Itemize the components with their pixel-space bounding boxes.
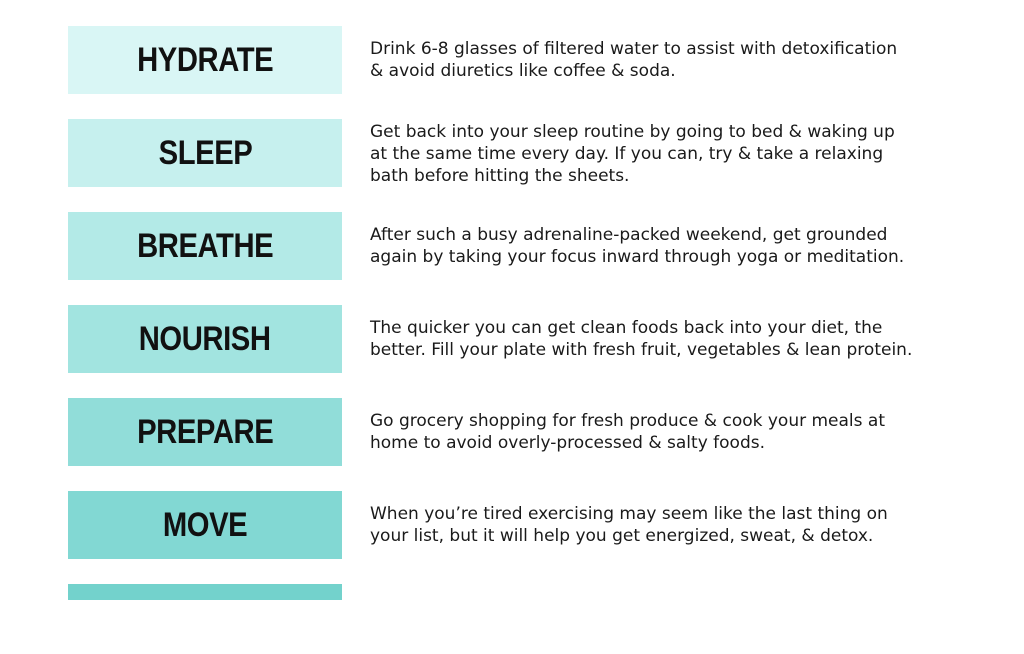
- tip-row-breathe: [0, 212, 1024, 282]
- tip-description: [370, 224, 1010, 268]
- tip-title: HYDRATE: [136, 40, 274, 79]
- tip-description-line: Drink 6-8 glasses of filtered water to assist with detoxification: [370, 39, 898, 59]
- tip-description-line: your list, but it will help you get energized, sweat, & detox.: [370, 526, 874, 546]
- tip-description: [370, 121, 1010, 187]
- tip-description-line: home to avoid overly-processed & salty foods.: [370, 433, 766, 453]
- tip-row-move: [0, 491, 1024, 561]
- tip-row-nourish: [0, 305, 1024, 375]
- tip-description-line: Get back into your sleep routine by going to bed & waking up: [370, 122, 895, 142]
- tip-label-box: [68, 305, 342, 373]
- tip-description: [370, 410, 1010, 454]
- tip-description-line: bath before hitting the sheets.: [370, 166, 630, 186]
- tip-description-line: again by taking your focus inward through yoga or meditation.: [370, 247, 905, 267]
- tip-title: NOURISH: [139, 319, 271, 358]
- tip-label-box: [68, 26, 342, 94]
- tip-description-line: The quicker you can get clean foods back into your diet, the: [370, 318, 883, 338]
- tip-description-line: After such a busy adrenaline-packed weekend, get grounded: [370, 225, 888, 245]
- tip-description: [370, 38, 1010, 82]
- tip-description-line: Go grocery shopping for fresh produce & cook your meals at: [370, 411, 885, 431]
- tip-label-box: [68, 491, 342, 559]
- tip-row-sleep: [0, 119, 1024, 189]
- tip-title: MOVE: [162, 505, 248, 544]
- tip-label-box: [68, 584, 342, 600]
- tip-description: [370, 503, 1010, 547]
- tip-description: [370, 317, 1010, 361]
- tip-title: SLEEP: [158, 133, 252, 172]
- tip-label-box: [68, 212, 342, 280]
- tip-title: PREPARE: [136, 412, 274, 451]
- tip-label-box: [68, 119, 342, 187]
- tip-label-box: [68, 398, 342, 466]
- tip-description-line: at the same time every day. If you can, try & take a relaxing: [370, 144, 884, 164]
- tip-row-prepare: [0, 398, 1024, 468]
- tip-row-hydrate: [0, 26, 1024, 96]
- tip-title: BREATHE: [136, 226, 274, 265]
- tip-description-line: & avoid diuretics like coffee & soda.: [370, 61, 676, 81]
- tip-description-line: better. Fill your plate with fresh fruit, vegetables & lean protein.: [370, 340, 913, 360]
- tip-row-partial: [0, 584, 1024, 654]
- tip-description-line: When you’re tired exercising may seem like the last thing on: [370, 504, 888, 524]
